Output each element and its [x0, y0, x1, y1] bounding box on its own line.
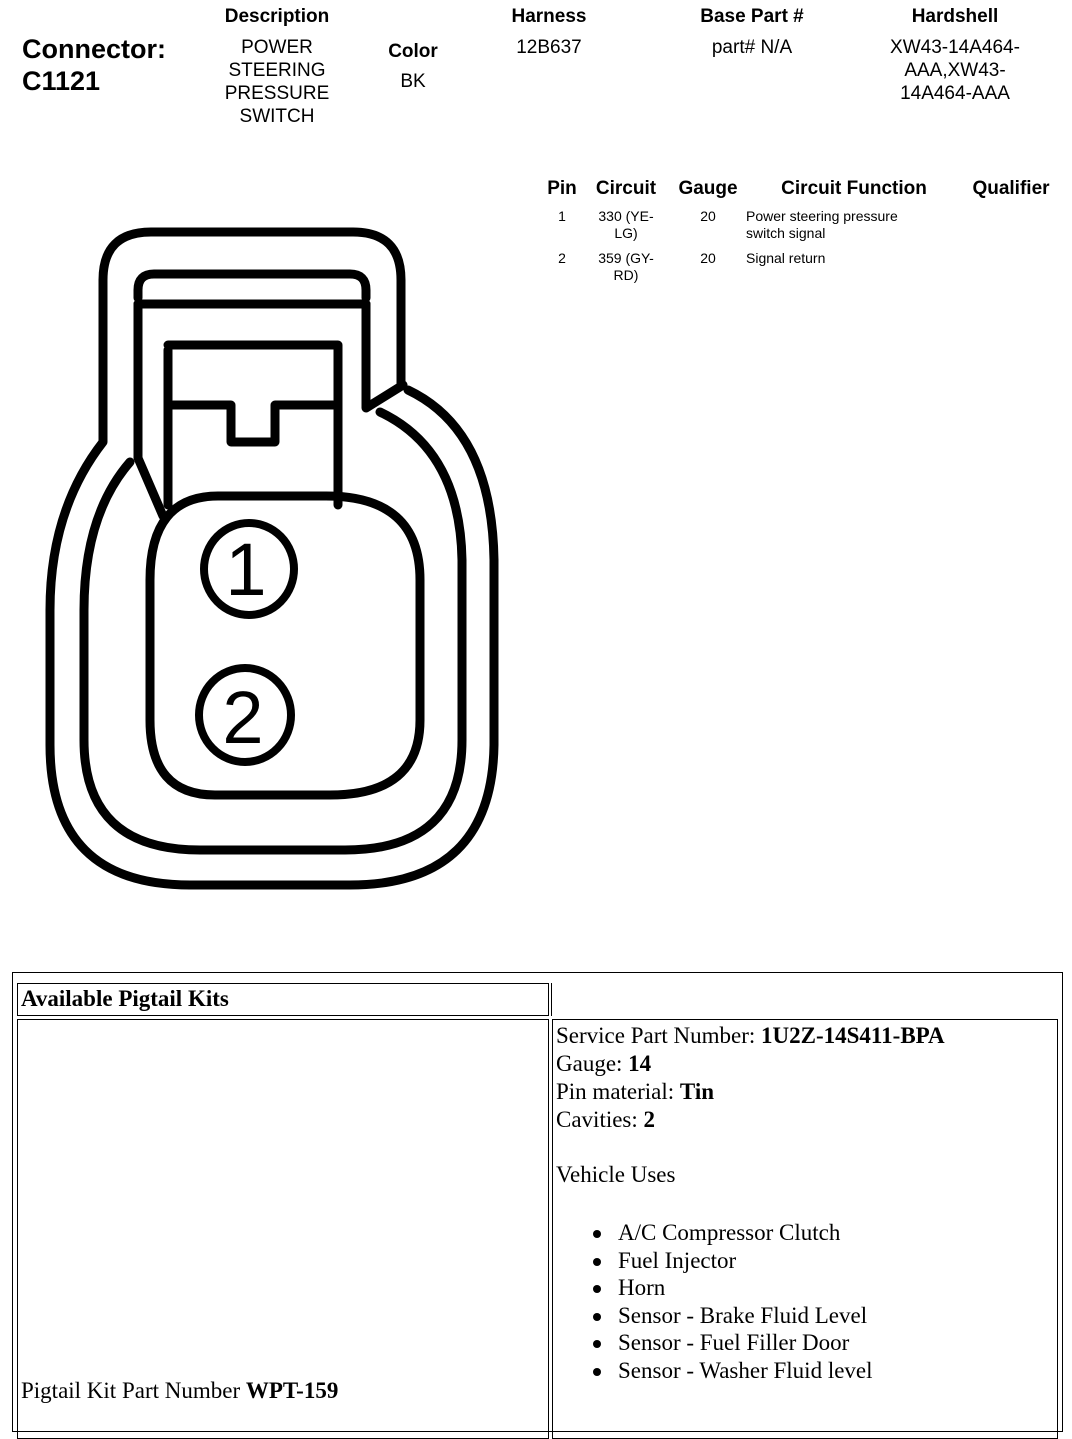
kit-part-value: WPT-159: [245, 1378, 339, 1403]
hardshell-line: 14A464-AAA: [900, 83, 1010, 104]
list-item: A/C Compressor Clutch: [556, 1219, 1051, 1247]
gauge-row: [556, 1050, 1051, 1078]
pin-2-label: 2: [222, 676, 264, 759]
pin-gauge: 20: [700, 208, 716, 224]
connector-label-line1: Connector:: [22, 34, 166, 64]
circuit-line: 359 (GY-: [598, 250, 654, 266]
list-item: Horn: [556, 1274, 1051, 1302]
pin-number: 1: [558, 208, 566, 224]
pin-circuit: [586, 208, 666, 242]
function-line: Signal return: [746, 250, 826, 266]
cavities-row: [556, 1106, 1051, 1134]
list-item: Sensor - Washer Fluid level: [556, 1357, 1051, 1385]
pin-function: [746, 208, 946, 242]
cavities-label: Cavities:: [556, 1107, 644, 1132]
hardshell-value: [870, 36, 1040, 105]
connector-face-diagram: [0, 0, 540, 920]
kit-part-label: Pigtail Kit Part Number: [21, 1378, 246, 1403]
base-part-header: Base Part #: [700, 6, 804, 27]
pigtail-details: [556, 1022, 1051, 1384]
service-part-label: Service Part Number:: [556, 1023, 762, 1048]
pigtail-kit-part-number: [21, 1377, 338, 1405]
latch-housing-left: [138, 304, 163, 516]
connector-id: C1121: [22, 66, 101, 96]
base-part-value: part# N/A: [711, 37, 793, 58]
pin-1-label: 1: [225, 528, 267, 611]
vehicle-uses-list: [556, 1219, 1051, 1384]
pigtail-right-cell: [552, 1019, 1058, 1439]
description-line: SWITCH: [239, 106, 315, 127]
description-line: POWER: [241, 37, 313, 58]
function-line: Power steering pressure: [746, 208, 898, 224]
hardshell-header: Hardshell: [911, 6, 999, 27]
pigtail-title-cell: [17, 983, 549, 1016]
list-item: Sensor - Fuel Filler Door: [556, 1329, 1051, 1357]
description-header: Description: [224, 6, 330, 27]
circuit-line: RD): [613, 267, 639, 283]
latch-band: [138, 274, 366, 298]
pigtail-title: Available Pigtail Kits: [21, 986, 229, 1011]
pin-number: 2: [558, 250, 566, 266]
gauge-value: 14: [628, 1051, 652, 1076]
circuit-col-header: Circuit: [595, 178, 657, 199]
description-line: STEERING: [228, 60, 326, 81]
description-line: PRESSURE: [224, 83, 330, 104]
latch-window: [168, 345, 338, 505]
pin-col-header: Pin: [547, 178, 577, 199]
pigtail-title-right-cell: [551, 983, 1059, 1016]
qualifier-col-header: Qualifier: [972, 178, 1050, 199]
circuit-line: LG): [614, 225, 638, 241]
hardshell-line: XW43-14A464-: [890, 37, 1020, 58]
function-col-header: Circuit Function: [781, 178, 927, 199]
service-part-value: 1U2Z-14S411-BPA: [761, 1023, 945, 1048]
hardshell-line: AAA,XW43-: [904, 60, 1006, 81]
circuit-line: 330 (YE-: [598, 208, 654, 224]
connector-inner-shell: [84, 412, 462, 850]
function-line: switch signal: [746, 225, 826, 241]
harness-value: 12B637: [516, 37, 582, 58]
pin-material-row: [556, 1078, 1051, 1106]
vehicle-uses-label: Vehicle Uses: [556, 1162, 676, 1187]
color-value: BK: [400, 71, 426, 92]
color-header: Color: [388, 41, 438, 62]
list-item: Sensor - Brake Fluid Level: [556, 1302, 1051, 1330]
harness-header: Harness: [511, 6, 587, 27]
list-item: Fuel Injector: [556, 1247, 1051, 1275]
pigtail-left-cell: [17, 1019, 549, 1439]
cavities-value: 2: [643, 1107, 656, 1132]
pin-material-label: Pin material:: [556, 1079, 680, 1104]
gauge-col-header: Gauge: [678, 178, 738, 199]
pin-gauge: 20: [700, 250, 716, 266]
pin-function: [746, 250, 946, 267]
pin-material-value: Tin: [679, 1079, 715, 1104]
pin-circuit: [586, 250, 666, 284]
gauge-label: Gauge:: [556, 1051, 629, 1076]
service-part-row: [556, 1022, 1051, 1050]
